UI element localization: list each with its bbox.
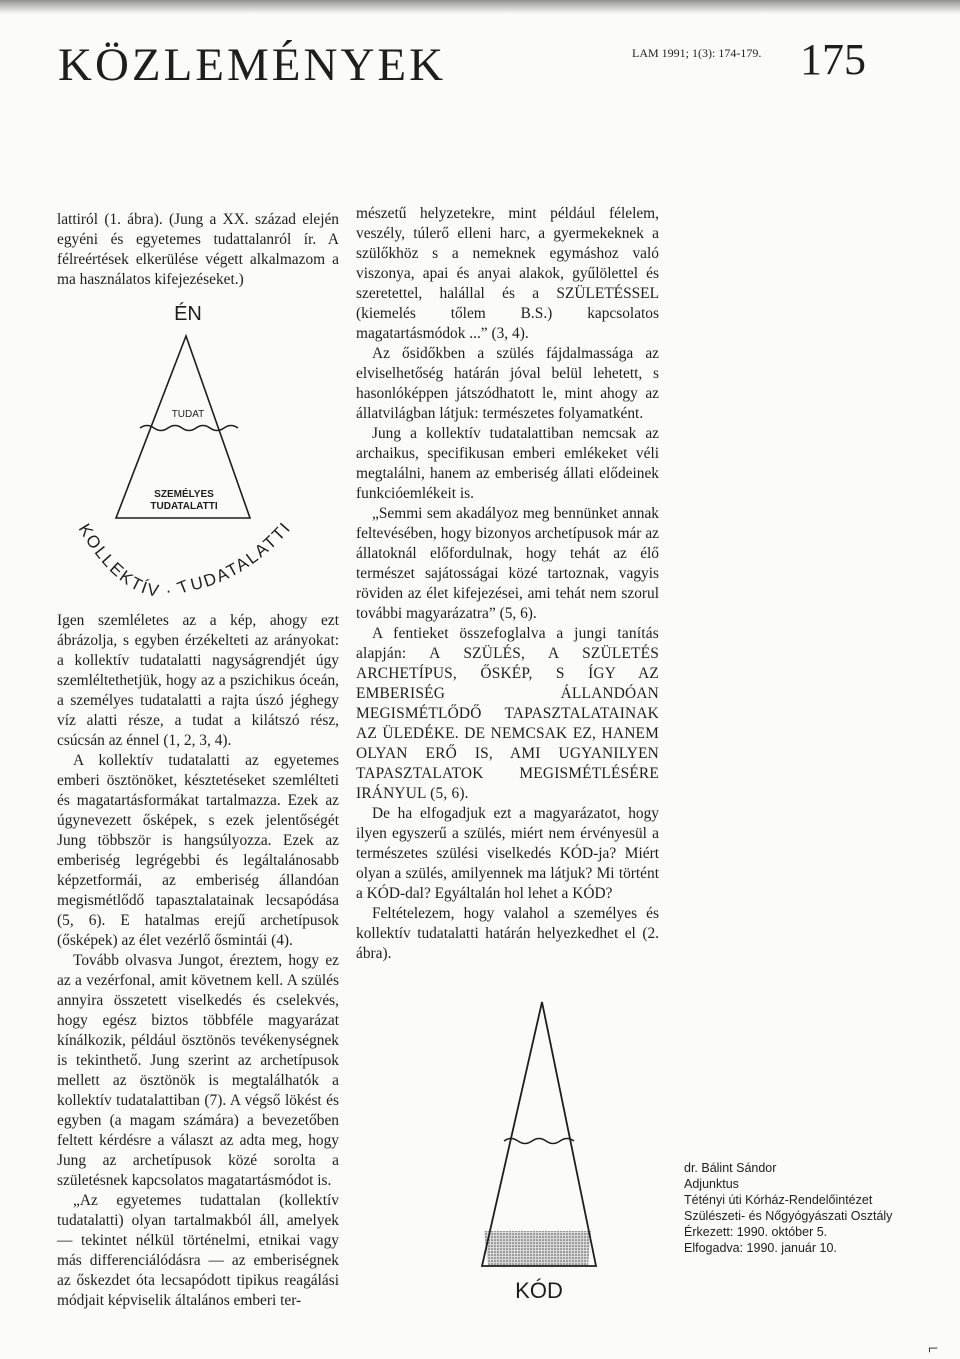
paragraph: A kollektív tudatalatti az egyetemes emberi ösztönöket, késztetéseket szemlélteti és magatartásformákat tartalmazza. Ezek az úgynevezett ősképek, s ezek jelentőségét Jung többször is hangsúlyozza. Ezek az emberiség legrégebbi és legáltalánosabb képzetformái, az emberiség állandóan megismétlődő tapasztalatainak lecsapódása (5, 6). E hatalmas erejű archetípusok (ősképek) az élet vezérlő ősmintái (4). [57,752,339,949]
label-szemelyes: SZEMÉLYES [154,489,214,500]
figure-2-svg [470,996,620,1306]
figure-1-diagram [60,296,320,601]
right-column [356,204,659,964]
left-column-top [57,210,339,290]
author-affiliation: Tétényi úti Kórház-Rendelőintézet Szülészeti- és Nőgyógyászati Osztály [684,1193,893,1223]
water-line [140,426,238,431]
scan-edge-shadow [0,0,960,14]
accepted-date: Elfogadva: 1990. január 10. [684,1241,837,1255]
paragraph: Igen szemléletes az a kép, ahogy ezt ábrázolja, s egyben érzékelteti az arányokat: a kollektív tudatalatti nagyságrendjét úgy szemléltethetjük, hogy az a pszichikus óceán, a személyes tudatalatti a rajta úszó jéghegy víz alatti része, a tudat a kilátszó rész, csúcsán az énnel (1, 2, 3, 4). [57,612,339,749]
page-number: 175 [800,35,866,84]
label-tudat: TUDAT [171,409,205,420]
label-kod: KÓD [515,1278,563,1303]
wavy-line [504,1139,574,1144]
arc-text: KOLLEKTÍV · TUDATALATTI [74,517,295,601]
paragraph: Tovább olvasva Jungot, éreztem, hogy ez az a vezérfonal, amit követnem kell. A szülés annyira összetett viselkedés és cselekvés, hogy egész biztos többféle magyarázat kínálkozik, például ösztönös tevékenységnek is tekinthető. Jung szerint az archetípusok mellett az ösztönök is megtalálhatók a kollektív tudatalattiban (7). A végső lökést és egyben (a magam számára) a bevezetőben feltett kérdésre a választ az adta meg, hogy Jung az archetípusok közé sorolta a születésnek kapcsolatos magatartásmódot is. [57,952,339,1189]
paragraph: mészetű helyzetekre, mint például félelem, veszély, túlerő elleni harc, a gyermekeknek a szülőkhöz s a nemeknek egymáshoz való viszonya, apai és anyai alakok, gyűlölettel és szeretettel, halállal és a SZÜLETÉSSEL (kiemelés tőlem B.S.) kapcsolatos magatartásmódok ...” (3, 4). [356,205,659,342]
paragraph: lattiról (1. ábra). (Jung a XX. század elején egyéni és egyetemes tudattalanról ír. A félreértések elkerülése végett alkalmazom a ma használatos kifejezéseket.) [57,211,339,288]
author-name: dr. Bálint Sándor [684,1161,777,1175]
paragraph: A fentieket összefoglalva a jungi tanítás alapján: A SZÜLÉS, A SZÜLETÉS ARCHETÍPUS, ŐSKÉP, S ÍGY AZ EMBERISÉG ÁLLANDÓAN MEGISMÉTLŐDŐ TAPASZTALATAINAK AZ ÜLEDÉKE. DE NEMCSAK EZ, HANEM OLYAN ERŐ IS, AMI UGYANILYEN TAPASZTALATOK MEGISMÉTLÉSÉRE IRÁNYUL (5, 6). [356,625,659,802]
author-block [684,1160,914,1256]
paragraph: „Az egyetemes tudattalan (kollektív tudatalatti) olyan tartalmakból áll, amelyek — tekintet nélkül történelmi, etnikai vagy más differenciálódásra — az emberiségnek az őskezdet óta lecsapódott tipikus reagálási módjait képviselik általános emberi ter- [57,1192,339,1309]
label-tudatalatti: TUDATALATTI [150,501,218,512]
label-en: ÉN [174,303,202,325]
journal-reference: LAM 1991; 1(3): 174-179. [632,46,762,60]
left-column-bottom [57,611,339,1311]
author-position: Adjunktus [684,1177,739,1191]
figure-2-diagram [470,996,620,1306]
triangle-outline [482,1002,596,1266]
paragraph: Az ősidőkben a szülés fájdalmassága az elviselhetőség határán jóval belül lehetett, s hasonlóképpen játszódhatott le, mint ahogy az állatvilágban látjuk: természetes folyamatként. [356,345,659,422]
paragraph: „Semmi sem akadályoz meg bennünket annak feltevésében, hogy bizonyos archetípusok már az állatoknál előfordulnak, hogy tehát az élő természet sajátosságai közé tartoznak, vagyis röviden az élet kifejezései, ami tehát nem szorul további magyarázatra” (5, 6). [356,505,659,622]
received-date: Érkezett: 1990. október 5. [684,1225,828,1239]
section-title: KÖZLEMÉNYEK [58,39,447,91]
code-region [484,1231,591,1266]
figure-1-svg [60,296,320,601]
paragraph: Jung a kollektív tudatalattiban nemcsak az archaikus, specifikusan emberi emlékeket véli megtalálni, hanem az emberiség állati elődeinek funkcióemlékeit is. [356,425,659,502]
paragraph: De ha elfogadjuk ezt a magyarázatot, hogy ilyen egyszerű a szülés, miért nem érvényesül a természetes szülési viselkedés KÓD-ja? Miért olyan a szülés, amilyennek ma látjuk? Mi történt a KÓD-dal? Egyáltalán hol lehet a KÓD? [356,805,659,902]
corner-mark: ⌐ [928,1338,939,1358]
paragraph: Feltételezem, hogy valahol a személyes és kollektív tudatalatti határán helyezkedhet el (2. ábra). [356,905,659,962]
label-kollektiv-tudatalatti [75,518,295,601]
